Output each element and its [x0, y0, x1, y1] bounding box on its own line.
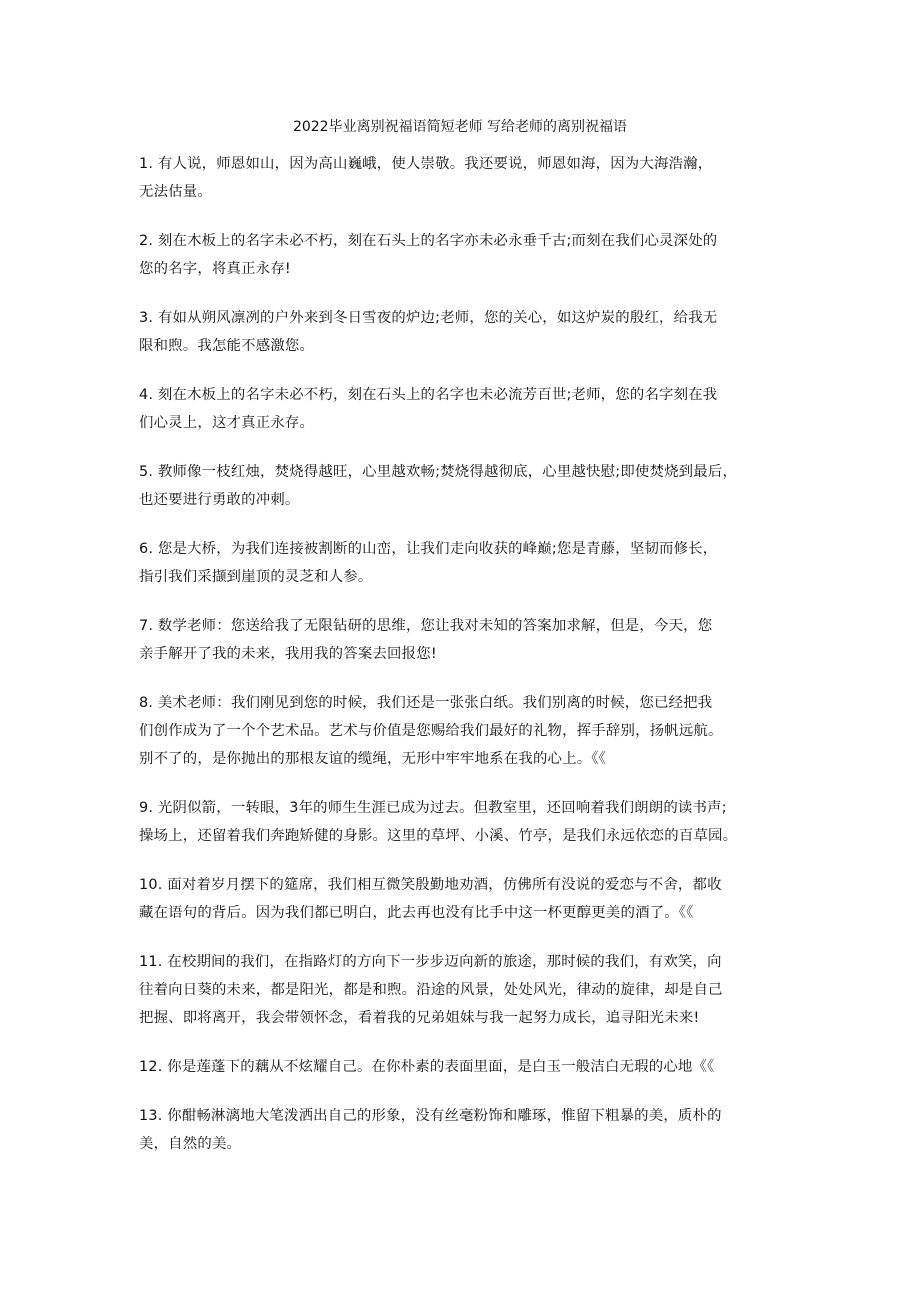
blessing-paragraph [139, 458, 799, 514]
paragraph-line: 1. 有人说，师恩如山，因为高山巍峨，使人崇敬。我还要说，师恩如海，因为大海浩瀚， [139, 156, 713, 172]
blessing-paragraph [139, 794, 799, 850]
blessing-paragraph [139, 304, 799, 360]
blessing-paragraph [139, 689, 799, 773]
paragraph-line: 们创作成为了一个个艺术品。艺术与价值是您赐给我们最好的礼物，挥手辞别，扬帆远航。 [139, 723, 723, 739]
paragraph-line: 13. 你酣畅淋漓地大笔泼洒出自己的形象，没有丝毫粉饰和雕琢，惟留下粗暴的美，质朴的 [139, 1108, 722, 1124]
paragraph-line: 3. 有如从朔风凛冽的户外来到冬日雪夜的炉边;老师，您的关心，如这炉炭的殷红，给我无 [139, 310, 718, 326]
paragraph-line: 也还要进行勇敢的冲刺。 [139, 492, 300, 508]
blessing-paragraph [139, 612, 799, 668]
blessing-paragraph [139, 948, 799, 1032]
blessing-paragraph [139, 1053, 799, 1081]
paragraph-line: 11. 在校期间的我们，在指路灯的方向下一步步迈向新的旅途，那时候的我们，有欢笑，向 [139, 954, 722, 970]
paragraph-line: 7. 数学老师：您送给我了无限钻研的思维，您让我对未知的答案加求解，但是，今天，您 [139, 618, 713, 634]
paragraph-line: 2. 刻在木板上的名字未必不朽，刻在石头上的名字亦未必永垂千古;而刻在我们心灵深处的 [139, 233, 718, 249]
blessing-paragraph [139, 535, 799, 591]
document-title: 2022毕业离别祝福语简短老师 写给老师的离别祝福语 [292, 119, 628, 135]
paragraph-line: 别不了的，是你抛出的那根友谊的缆绳，无形中牢牢地系在我的心上。《《 [139, 751, 607, 767]
blessing-paragraph [139, 1102, 799, 1158]
document-body [139, 150, 799, 1179]
paragraph-line: 8. 美术老师：我们刚见到您的时候，我们还是一张张白纸。我们别离的时候，您已经把我 [139, 695, 713, 711]
paragraph-line: 4. 刻在木板上的名字未必不朽，刻在石头上的名字也未必流芳百世;老师，您的名字刻在我 [139, 387, 718, 403]
blessing-paragraph [139, 381, 799, 437]
paragraph-line: 6. 您是大桥，为我们连接被割断的山峦，让我们走向收获的峰巅;您是青藤，坚韧而修长， [139, 541, 718, 557]
paragraph-line: 藏在语句的背后。因为我们都已明白，此去再也没有比手中这一杯更醇更美的酒了。《《 [139, 905, 694, 921]
paragraph-line: 把握、即将离开，我会带领怀念，看着我的兄弟姐妹与我一起努力成长，追寻阳光未来! [139, 1010, 700, 1026]
paragraph-line: 往着向日葵的未来，都是阳光，都是和煦。沿途的风景，处处风光，律动的旋律，却是自己 [139, 982, 723, 998]
blessing-paragraph [139, 871, 799, 927]
paragraph-line: 操场上，还留着我们奔跑矫健的身影。这里的草坪、小溪、竹亭，是我们永远依恋的百草园。 [139, 828, 738, 844]
paragraph-line: 无法估量。 [139, 184, 212, 200]
paragraph-line: 指引我们采撷到崖顶的灵芝和人参。 [139, 569, 373, 585]
paragraph-line: 亲手解开了我的未来，我用我的答案去回报您! [139, 646, 437, 662]
paragraph-line: 您的名字，将真正永存! [139, 261, 291, 277]
paragraph-line: 们心灵上，这才真正永存。 [139, 415, 315, 431]
paragraph-line: 10. 面对着岁月摆下的筵席，我们相互微笑殷勤地劝酒，仿佛所有没说的爱恋与不舍，都收 [139, 877, 722, 893]
paragraph-line: 12. 你是莲蓬下的藕从不炫耀自己。在你朴素的表面里面，是白玉一般洁白无瑕的心地《《 [139, 1059, 715, 1075]
paragraph-line: 9. 光阴似箭，一转眼，3年的师生生涯已成为过去。但教室里，还回响着我们朗朗的读书声; [139, 800, 727, 816]
blessing-paragraph [139, 150, 799, 206]
paragraph-line: 美，自然的美。 [139, 1136, 242, 1152]
paragraph-line: 限和煦。我怎能不感激您。 [139, 338, 315, 354]
blessing-paragraph [139, 227, 799, 283]
paragraph-line: 5. 教师像一枝红烛，焚烧得越旺，心里越欢畅;焚烧得越彻底，心里越快慰;即使焚烧到最后， [139, 464, 738, 480]
